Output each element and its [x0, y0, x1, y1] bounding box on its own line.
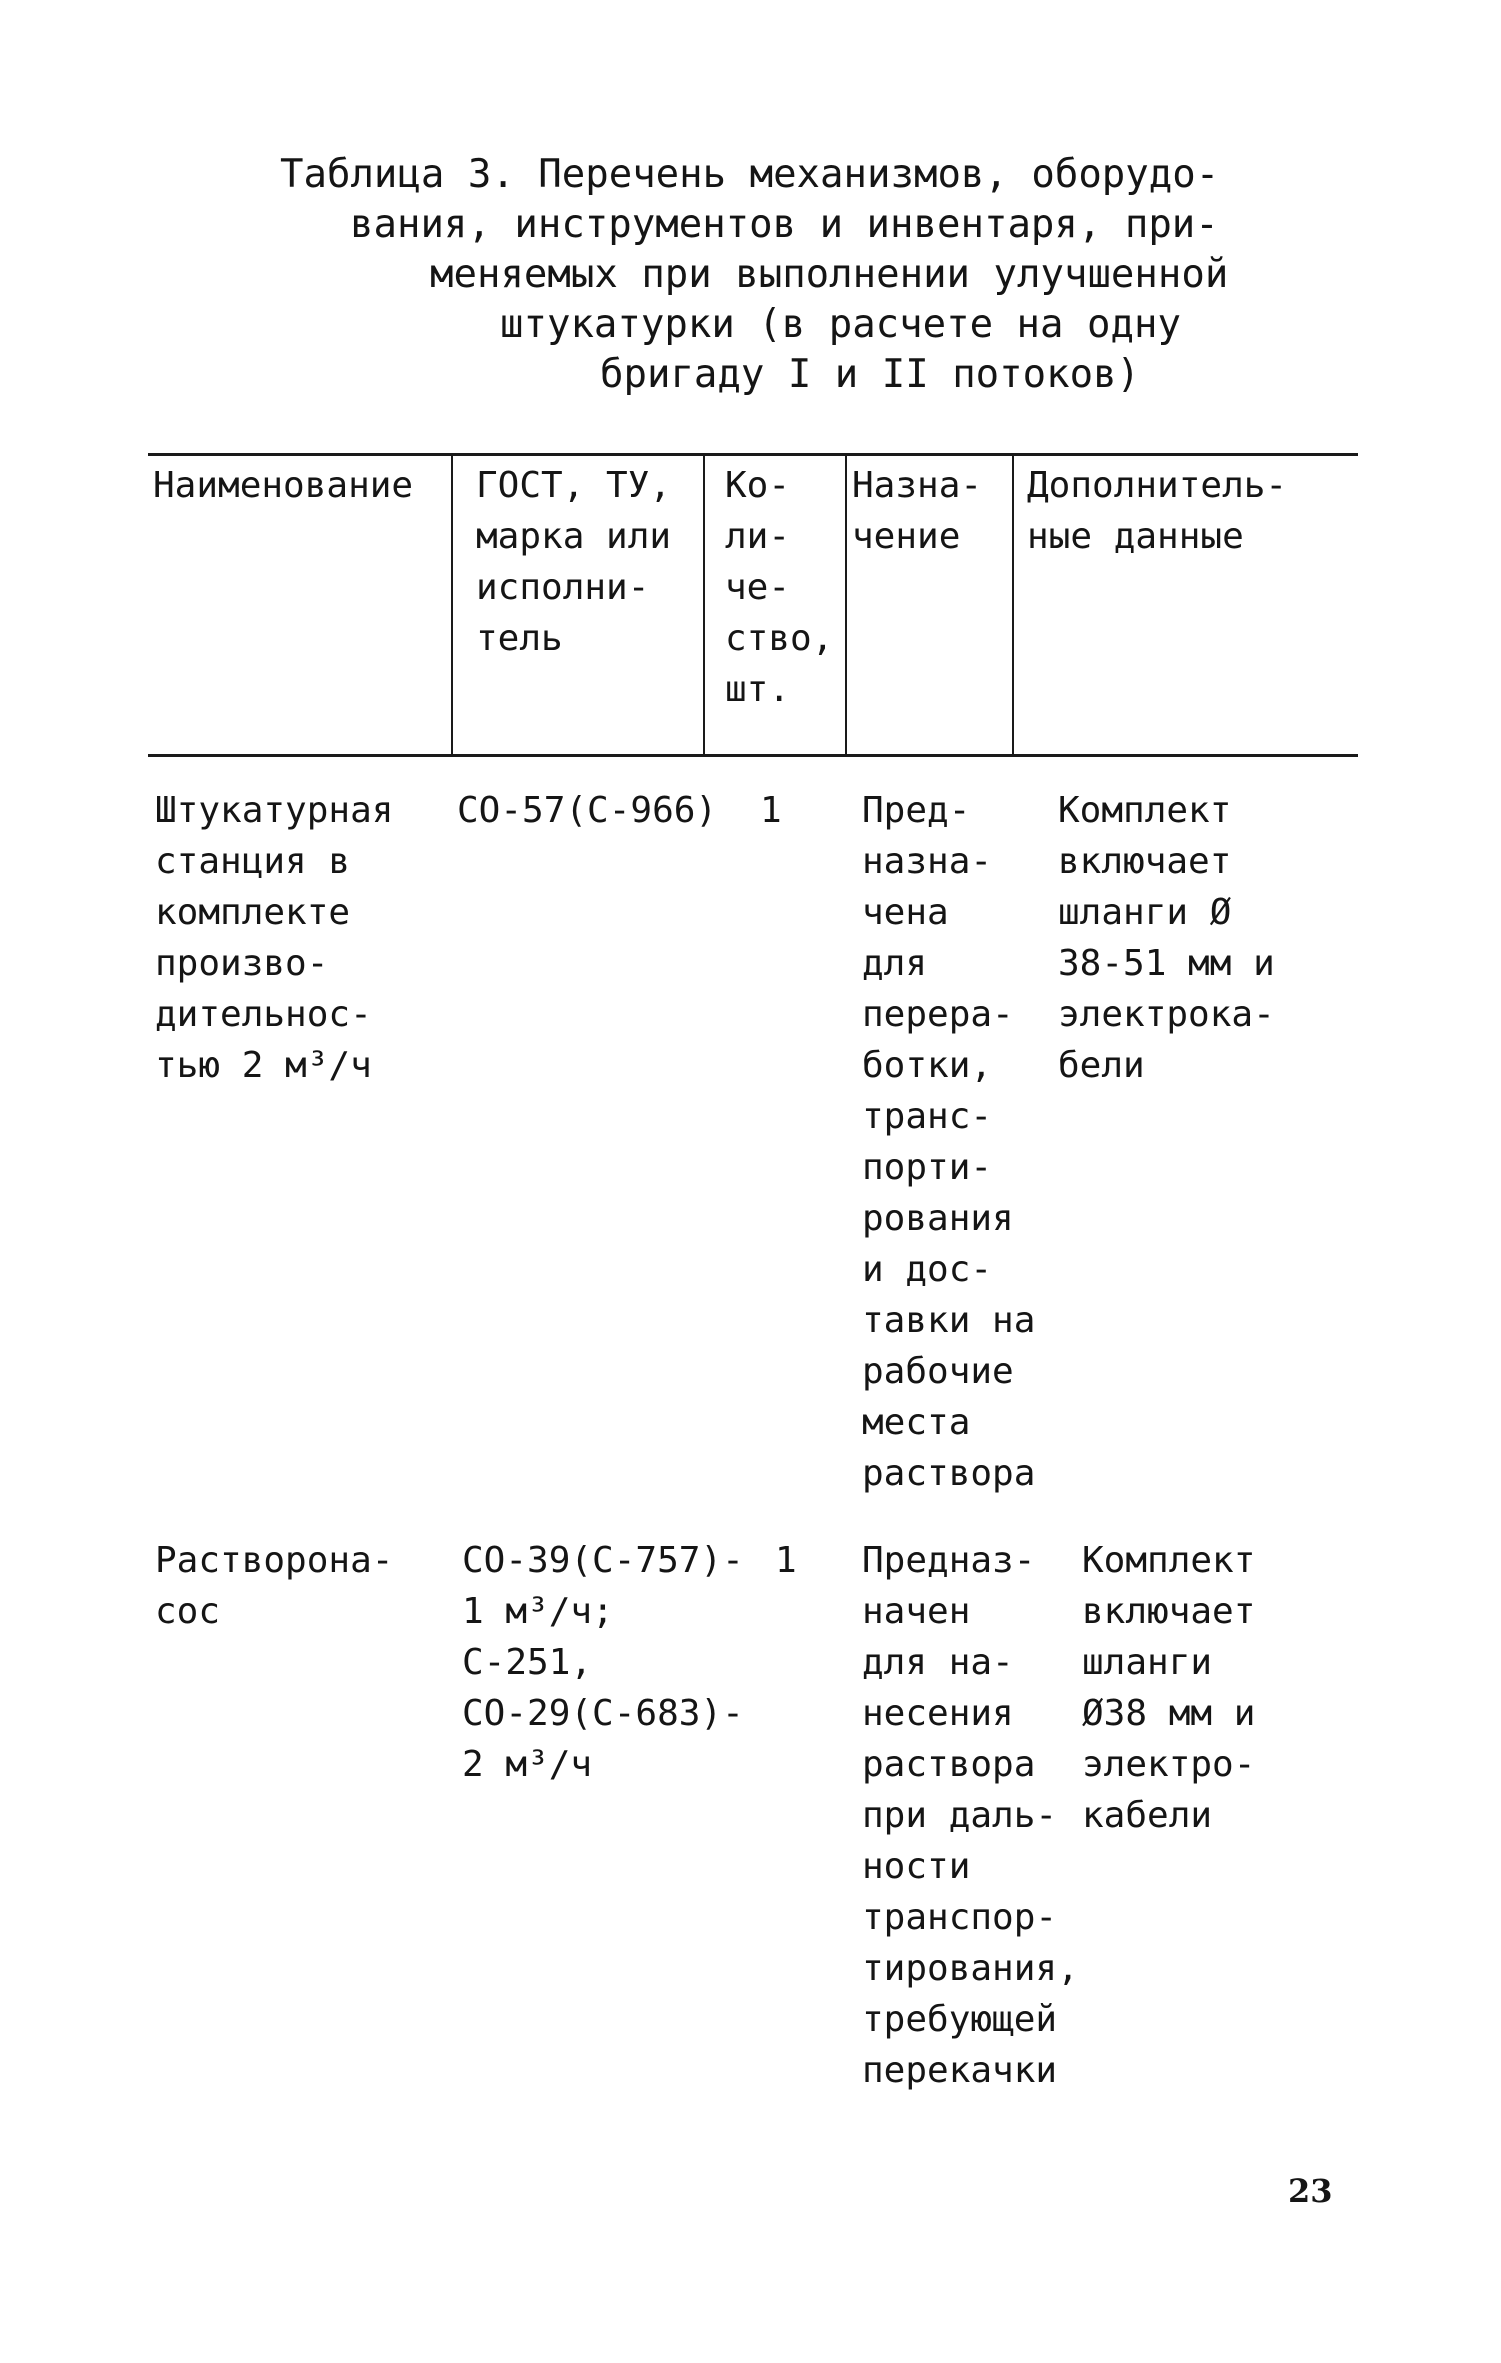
caption-line: Таблица 3. Перечень механизмов, оборудо- — [280, 152, 1220, 197]
header-bottom-rule — [148, 754, 1358, 757]
header-quantity: Ко- ли- че- ство, шт. — [725, 465, 834, 710]
caption-line: меняемых при выполнении улучшенной — [430, 252, 1229, 297]
header-purpose: Назна- чение — [852, 465, 983, 557]
caption-line: бригаду I и II потоков) — [600, 352, 1141, 397]
header-divider — [703, 456, 705, 754]
row1-name: Штукатурная станция в комплекте произво- дительнос- тью 2 м³/ч — [155, 790, 394, 1086]
row1-quantity: 1 — [760, 790, 782, 831]
row1-extra: Комплект включает шланги Ø 38-51 мм и электрока- бели — [1058, 790, 1275, 1086]
caption-line: штукатурки (в расчете на одну — [500, 302, 1181, 347]
row2-quantity: 1 — [775, 1540, 797, 1581]
header-gost: ГОСТ, ТУ, марка или исполни- тель — [476, 465, 672, 659]
header-divider — [451, 456, 453, 754]
row1-purpose: Пред- назна- чена для перера- ботки, транс- порти- рования и дос- тавки на рабочие места раствора — [862, 790, 1036, 1494]
row2-extra: Комплект включает шланги Ø38 мм и электро- кабели — [1082, 1540, 1256, 1836]
row2-name: Растворона- сос — [155, 1540, 394, 1632]
header-divider — [845, 456, 847, 754]
caption-line: вания, инструментов и инвентаря, при- — [350, 202, 1219, 247]
table-caption — [270, 150, 1370, 400]
row2-purpose: Предназ- начен для на- несения раствора при даль- ности транспор- тирования, требующей перекачки — [862, 1540, 1079, 2091]
header-name: Наименование — [153, 465, 414, 506]
row2-gost: СО-39(С-757)- 1 м³/ч; С-251, СО-29(С-683)- 2 м³/ч — [462, 1540, 744, 1785]
header-extra: Дополнитель- ные данные — [1027, 465, 1288, 557]
header-divider — [1012, 456, 1014, 754]
page-number: 23 — [1288, 2172, 1333, 2210]
table-top-rule — [148, 453, 1358, 456]
row1-gost: СО-57(С-966) — [457, 790, 718, 831]
